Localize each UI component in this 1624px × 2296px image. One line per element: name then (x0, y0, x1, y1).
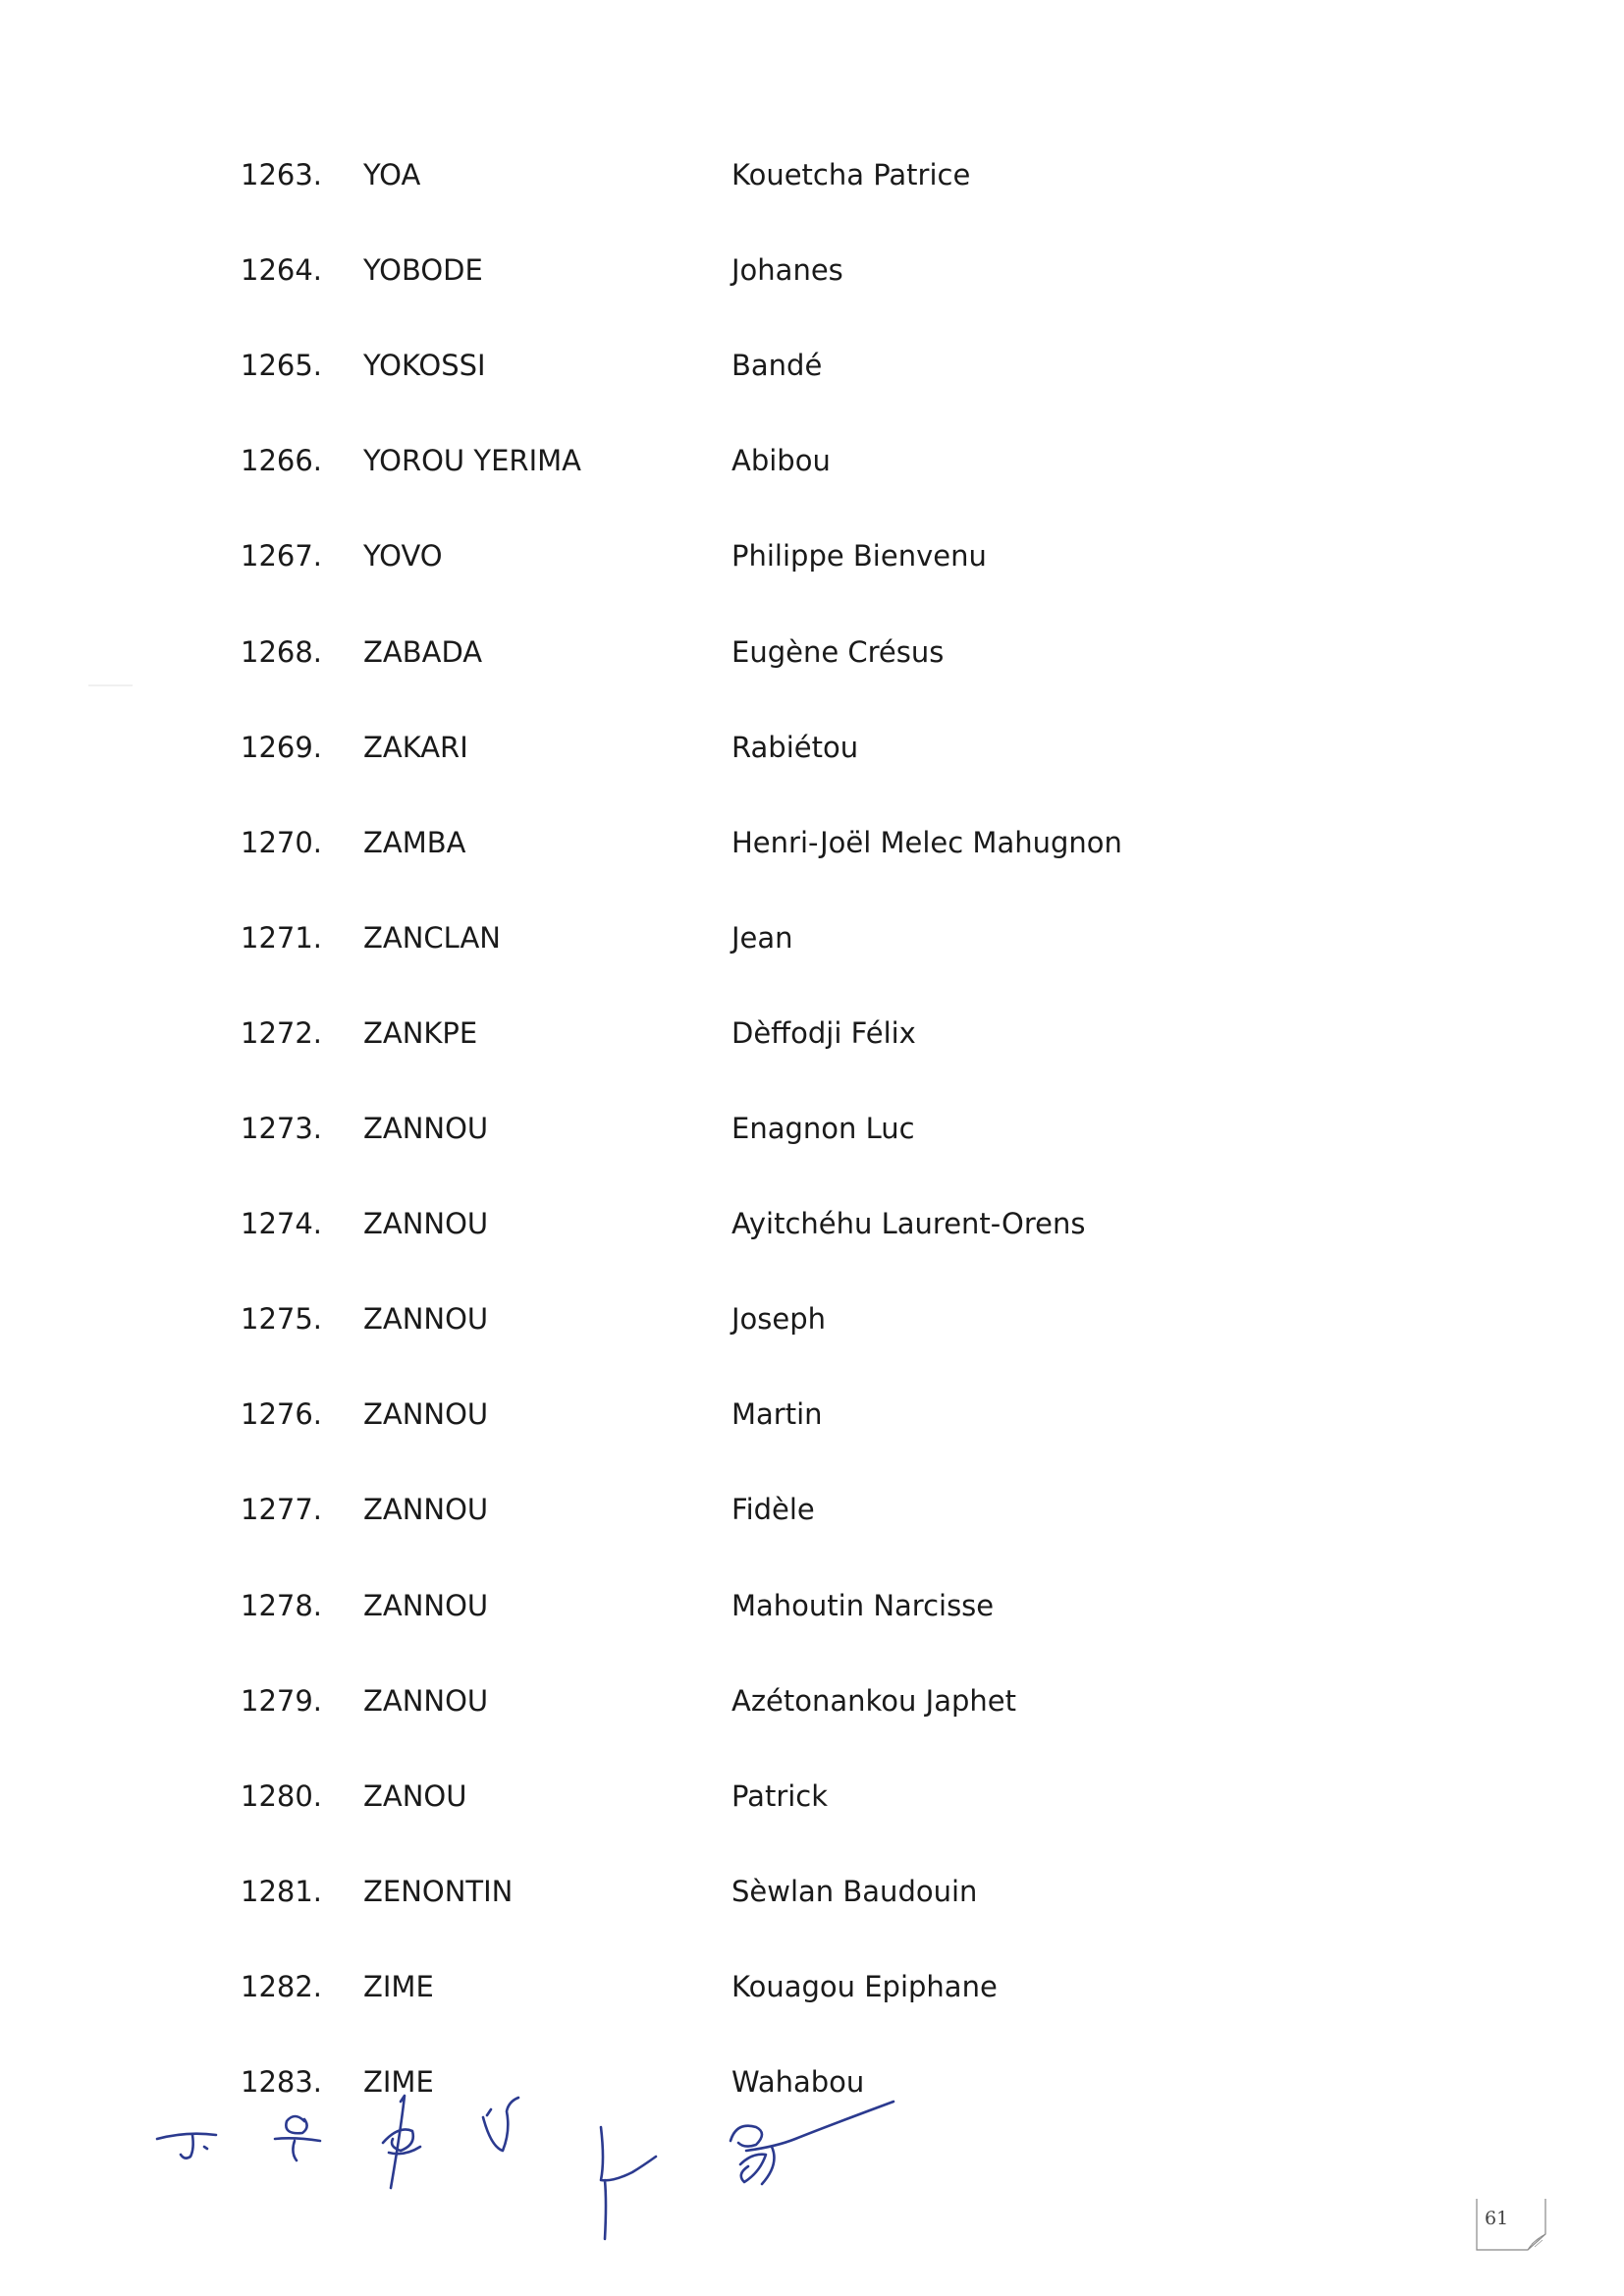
given-names: Azétonankou Japhet (731, 1684, 1016, 1718)
given-names: Dèffodji Félix (731, 1016, 916, 1050)
signature-initials-1 (157, 2134, 216, 2159)
list-item (0, 1676, 1624, 1725)
entry-number: 1271. (241, 921, 323, 955)
entry-number: 1268. (241, 635, 323, 669)
given-names: Henri-Joël Melec Mahugnon (731, 826, 1122, 859)
given-names: Kouagou Epiphane (731, 1970, 998, 2003)
surname: ZAKARI (363, 731, 468, 764)
entry-number: 1267. (241, 539, 323, 573)
given-names: Ayitchéhu Laurent-Orens (731, 1207, 1086, 1240)
surname: ZENONTIN (363, 1875, 514, 1908)
list-item (0, 1199, 1624, 1248)
surname: ZANNOU (363, 1397, 489, 1431)
surname: ZIME (363, 1970, 434, 2003)
entry-number: 1269. (241, 731, 323, 764)
surname: ZANOU (363, 1779, 467, 1813)
entry-number: 1276. (241, 1397, 323, 1431)
list-item (0, 1867, 1624, 1916)
given-names: Sèwlan Baudouin (731, 1875, 978, 1908)
surname: YOKOSSI (363, 349, 486, 382)
entry-number: 1270. (241, 826, 323, 859)
signature-initials-3 (383, 2096, 420, 2188)
entry-number: 1277. (241, 1493, 323, 1526)
signatures (147, 2082, 913, 2259)
list-item (0, 246, 1624, 295)
given-names: Eugène Crésus (731, 635, 945, 669)
given-names: Kouetcha Patrice (731, 158, 971, 191)
surname: ZANNOU (363, 1112, 489, 1145)
page-number: 61 (1485, 2208, 1509, 2229)
surname: ZABADA (363, 635, 483, 669)
list-item (0, 1390, 1624, 1439)
surname: YOA (363, 158, 421, 191)
entry-number: 1265. (241, 349, 323, 382)
list-item (0, 1104, 1624, 1153)
entry-number: 1281. (241, 1875, 323, 1908)
entry-number: 1283. (241, 2065, 323, 2099)
entry-number: 1274. (241, 1207, 323, 1240)
list-item (0, 150, 1624, 199)
entry-number: 1272. (241, 1016, 323, 1050)
list-item (0, 1294, 1624, 1343)
surname: ZANKPE (363, 1016, 478, 1050)
list-item (0, 913, 1624, 962)
surname: ZAMBA (363, 826, 466, 859)
surname: ZIME (363, 2065, 434, 2099)
given-names: Bandé (731, 349, 823, 382)
list-item (0, 1962, 1624, 2011)
signature-initials-6 (731, 2102, 893, 2184)
signature-initials-5 (601, 2127, 656, 2239)
list-item (0, 818, 1624, 867)
entry-number: 1278. (241, 1589, 323, 1622)
list-item (0, 723, 1624, 772)
given-names: Enagnon Luc (731, 1112, 915, 1145)
scan-mark (88, 684, 133, 686)
signature-initials-2 (275, 2116, 320, 2160)
signature-initials-4 (483, 2098, 518, 2151)
list-item (0, 1485, 1624, 1534)
surname: ZANCLAN (363, 921, 502, 955)
list-item (0, 436, 1624, 485)
given-names: Abibou (731, 444, 831, 477)
list-item (0, 1772, 1624, 1821)
entry-number: 1263. (241, 158, 323, 191)
surname: YOVO (363, 539, 443, 573)
entry-number: 1264. (241, 253, 323, 287)
entry-number: 1273. (241, 1112, 323, 1145)
surname: ZANNOU (363, 1684, 489, 1718)
given-names: Mahoutin Narcisse (731, 1589, 995, 1622)
surname: YOBODE (363, 253, 483, 287)
list-item (0, 1581, 1624, 1630)
given-names: Patrick (731, 1779, 829, 1813)
list-item (0, 1009, 1624, 1058)
given-names: Johanes (731, 253, 843, 287)
given-names: Martin (731, 1397, 823, 1431)
surname: ZANNOU (363, 1493, 489, 1526)
entry-number: 1282. (241, 1970, 323, 2003)
entry-number: 1275. (241, 1302, 323, 1336)
given-names: Jean (731, 921, 793, 955)
given-names: Rabiétou (731, 731, 859, 764)
list-item (0, 341, 1624, 390)
given-names: Philippe Bienvenu (731, 539, 987, 573)
entry-number: 1266. (241, 444, 323, 477)
given-names: Joseph (731, 1302, 827, 1336)
entry-number: 1280. (241, 1779, 323, 1813)
surname: YOROU YERIMA (363, 444, 581, 477)
surname: ZANNOU (363, 1207, 489, 1240)
list-item (0, 531, 1624, 580)
surname: ZANNOU (363, 1302, 489, 1336)
given-names: Wahabou (731, 2065, 865, 2099)
list-item (0, 628, 1624, 677)
given-names: Fidèle (731, 1493, 815, 1526)
entry-number: 1279. (241, 1684, 323, 1718)
surname: ZANNOU (363, 1589, 489, 1622)
